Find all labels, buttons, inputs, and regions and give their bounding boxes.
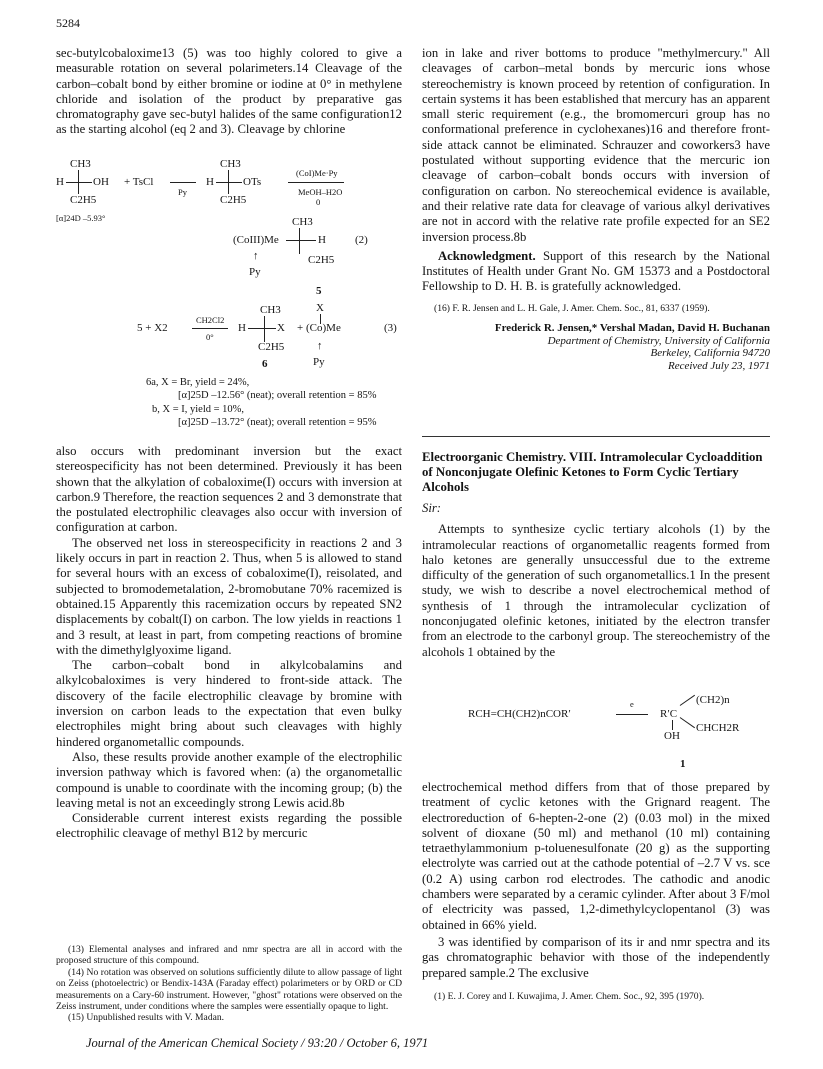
r2-h: H — [318, 234, 326, 246]
right-paragraph-4: 3 was identified by comparison of its ir and nmr spectra and its gas chromatographic behavior with those of the independently prepared sample.2 The exclusive — [422, 934, 770, 980]
r3-plus: + — [297, 322, 304, 334]
product-ring: (CH2)n — [696, 694, 730, 706]
r1-ch3-left: CH3 — [70, 158, 91, 170]
affiliation-dept: Department of Chemistry, University of California — [547, 334, 770, 347]
r3-h: H — [238, 322, 246, 334]
left-paragraph-5: Considerable current interest exists regarding the possible electrophilic cleavage of methyl B12 by mercuric — [56, 811, 402, 841]
section-divider — [422, 436, 770, 437]
product-oh: OH — [664, 730, 680, 742]
r2-eq-number: (2) — [355, 234, 368, 246]
left-paragraph-1: also occurs with predominant inversion but the exact stereospecificity has not been determined. Previously it has been shown that the alkylation of cobaloxime(I) occurs with inversion at carbon.9 Therefore, the reaction sequences 2 and 3 demonstrate that the postulated electrophilic cleavages also occur with inversion of configuration at carbon. — [56, 444, 402, 535]
r1-reagent-bottom: MeOH–H2O — [298, 187, 343, 197]
ack-body: Support of this research by the National Institutes of Health under Grant No. GM 15373 and a Postdoctoral Fellowship to D. H. B. is gratefully acknowledged. — [422, 248, 770, 294]
r3-compound-label: 6 — [262, 358, 268, 370]
r3-x: X — [277, 322, 285, 334]
bond-line — [299, 228, 300, 254]
reaction-arrow — [616, 714, 648, 715]
r1-oh: OH — [93, 176, 109, 188]
r3-arrow: ↑ — [317, 340, 323, 352]
r3-c2h5: C2H5 — [258, 341, 285, 353]
footnote-16: (16) F. R. Jensen and L. H. Gale, J. Amer. Chem. Soc., 81, 6337 (1959). — [434, 302, 710, 314]
footnote-15: (15) Unpublished results with V. Madan. — [68, 1012, 225, 1024]
right-paragraph-2: Attempts to synthesize cyclic tertiary alcohols (1) by the intramolecular reactions of organometallic reagents formed from halo ketones are generally unsuccessful due to the extreme difficulty of the generation of such organometallics.1 In the present study, we wish to describe a novel electrochemical method of synthesis of 1 through the intramolecular cyclization of nonconjugated olefinic ketones, initiated by the electron transfer from an electrode to the carbonyl group. The stereochemistry of the alcohols 1 obtained by the — [422, 522, 770, 659]
r1-plus-tscl: + TsCl — [124, 176, 154, 188]
ack-heading: Acknowledgment. — [438, 248, 536, 263]
bond-line — [248, 328, 276, 329]
r1-ch3-mid: CH3 — [220, 158, 241, 170]
left-body — [56, 444, 402, 842]
journal-footer: Journal of the American Chemical Society / 93:20 / October 6, 1971 — [86, 1036, 429, 1050]
right-column-article — [422, 450, 770, 660]
page-number: 5284 — [56, 16, 80, 30]
arrow-label-electron: e — [630, 699, 634, 709]
left-intro-paragraph: sec-butylcobaloxime13 (5) was too highly colored to give a measurable rotation on several polarimeters.14 Cleavage of the carbon–cobalt bond by either bromine or iodine at 0° in methylene chloride and isolation of the product by preparative gas chromatography gave sec-butyl halides of the same configuration12 as the starting alcohol (eq 2 and 3). Cleavage by chlorine — [56, 46, 402, 137]
compound-6b-rotation: [α]25D –13.72° (neat); overall retention = 95% — [178, 417, 377, 428]
r3-arrow-bottom: 0° — [206, 332, 214, 342]
r2-py: Py — [249, 266, 261, 278]
reaction-arrow — [170, 182, 196, 183]
article-title: Electroorganic Chemistry. VIII. Intramolecular Cycloaddition of Nonconjugate Olefinic Ketones to Form Cyclic Tertiary Alcohols — [422, 450, 763, 494]
r2-arrow: ↑ — [253, 250, 259, 262]
r3-eq-number: (3) — [384, 322, 397, 334]
left-paragraph-4: Also, these results provide another example of the electrophilic inversion pathway which is favored when: (a) the organometallic compound is unable to coordinate with the incoming group; (b) the leaving metal is not an exceedingly strong Lewis acid.8b — [56, 749, 402, 810]
oh-bond — [672, 720, 673, 730]
r1-h-left: H — [56, 176, 64, 188]
compound-6a-line: 6a, X = Br, yield = 24%, — [146, 377, 250, 388]
r2-compound-label: 5 — [316, 285, 322, 297]
compound-6b-line: b, X = I, yield = 10%, — [152, 404, 245, 415]
footnote-14: (14) No rotation was observed on solutions sufficiently dilute to allow passage of light on Zeiss (photoelectric) or Bendix-143A (Faraday effect) polarimeters or by ORD or CD measurements on a Cary-60 instrument. However, "ghost" rotations were observed on the Zeiss instrument, under conditions where the samples were essentially opaque to light. — [56, 966, 402, 1013]
product-label: 1 — [680, 758, 686, 770]
product-chch2r: CHCH2R — [696, 722, 740, 734]
r1-ots: OTs — [243, 176, 262, 188]
left-footnotes — [56, 944, 402, 1024]
footnote-13: (13) Elemental analyses and infrared and nmr spectra are all in accord with the proposed structure of this compound. — [56, 944, 402, 967]
ring-bond — [680, 695, 695, 706]
r2-co: (CoIII)Me — [233, 234, 279, 246]
ring-bond — [680, 717, 695, 728]
r3-lhs: 5 + X2 — [137, 322, 168, 334]
r3-py: Py — [313, 356, 325, 368]
right-column-bottom — [422, 780, 770, 1002]
bond-line — [286, 240, 316, 241]
signature-block — [422, 322, 770, 372]
r1-c2h5-left: C2H5 — [70, 194, 97, 206]
salutation: Sir: — [422, 501, 442, 515]
r3-arrow-top: CH2Cl2 — [196, 315, 225, 325]
left-paragraph-3: The carbon–cobalt bond in alkylcobalamins and alkylcobaloximes is very hindered to front-side attack. The discovery of the facile electrophilic cleavage by bromine with inversion on carbon leads to the expectation that even bulky electrophiles might bring about such cleavages with highly hindered organometallic compounds. — [56, 658, 402, 749]
footnote-1: (1) E. J. Corey and I. Kuwajima, J. Amer. Chem. Soc., 92, 395 (1970). — [434, 990, 705, 1002]
reaction-arrow — [288, 182, 344, 183]
r2-ch3: CH3 — [292, 216, 313, 228]
left-column — [56, 46, 402, 138]
reactant-formula: RCH=CH(CH2)nCOR′ — [468, 708, 571, 720]
r1-py-label: Py — [178, 187, 187, 197]
r1-h-mid: H — [206, 176, 214, 188]
right-column-top — [422, 46, 770, 373]
right-paragraph-3: electrochemical method differs from that of those prepared by treatment of cyclic ketones with the Grignard reagent. The electroreduction of 6-hepten-2-one (2) (0.03 mol) in the mixed solvent of dioxane (50 ml) and methanol (10 ml) containing tetraethylammonium p-toluenesulfonate (20 g) as the supporting electrolyte was carried out at the cathode potential of –2.7 V vs. sce (0.2 A) using carbon rod electrodes. The cathodic and anodic chambers were separated by a ceramic cylinder. After about 3 F/mol of electricity was passed, 1,2-dimethylcyclopentanol (3) was obtained in 66% yield. — [422, 780, 770, 932]
right-paragraph-1: ion in lake and river bottoms to produce "methylmercury." All cleavages of carbon–metal bonds by mercuric ions whose stereochemistry is known proceed by retention of configuration. In certain systems it has been established that mercury has an apparent small steric requirement (e.g., the bromomercuri group has no conformational preference in cyclohexanes)16 and therefore front-side attack cannot be eliminated. Schrauzer and coworkers3 have postulated without supporting evidence that the mercuric ion cleavage of carbon–cobalt bonds occurs with inversion of configuration on carbon. No stereochemical evidence is available, and their relative rate data for cleavage of various alkyl derivatives are not in accord with the relative rate profile expected for an SE2 inversion process.8b — [422, 46, 770, 244]
affiliation-city: Berkeley, California 94720 — [650, 347, 770, 360]
r1-reagent-top: (CoI)Me·Py — [296, 168, 338, 178]
received-date: Received July 23, 1971 — [667, 359, 770, 372]
left-paragraph-2: The observed net loss in stereospecificity in reactions 2 and 3 likely occurs in part in reaction 2. Thus, when 5 is allowed to stand for several hours with an excess of cobaloxime(I), reisolated, and subjected to bromodemetalation, 2-bromobutane 70% racemized is obtained.15 Apparently this racemization occurs by repeated SN2 displacements by cobalt(I) on carbon. The low yields in reactions 1 and 3 result, at least in part, from competing reactions of bromine with the dimethylglyoxime ligand. — [56, 535, 402, 657]
r1-rotation: [α]24D –5.93° — [56, 213, 106, 223]
acknowledgment — [422, 249, 770, 295]
product-rc: R′C — [660, 708, 678, 720]
bond-line — [228, 170, 229, 194]
r3-co: (Co)Me — [306, 322, 341, 334]
compound-6a-rotation: [α]25D –12.56° (neat); overall retention = 85% — [178, 390, 377, 401]
bond-line — [216, 182, 242, 183]
r1-reagent-zero: 0 — [316, 197, 321, 207]
bond-line — [264, 316, 265, 342]
r1-c2h5-mid: C2H5 — [220, 194, 247, 206]
r3-x-top: X — [316, 302, 324, 314]
bond-line — [66, 182, 92, 183]
r3-ch3: CH3 — [260, 304, 281, 316]
author-names: Frederick R. Jensen,* Vershal Madan, David H. Buchanan — [494, 322, 770, 335]
bond-line — [78, 170, 79, 194]
reaction-arrow — [192, 328, 228, 329]
r2-c2h5: C2H5 — [308, 254, 335, 266]
